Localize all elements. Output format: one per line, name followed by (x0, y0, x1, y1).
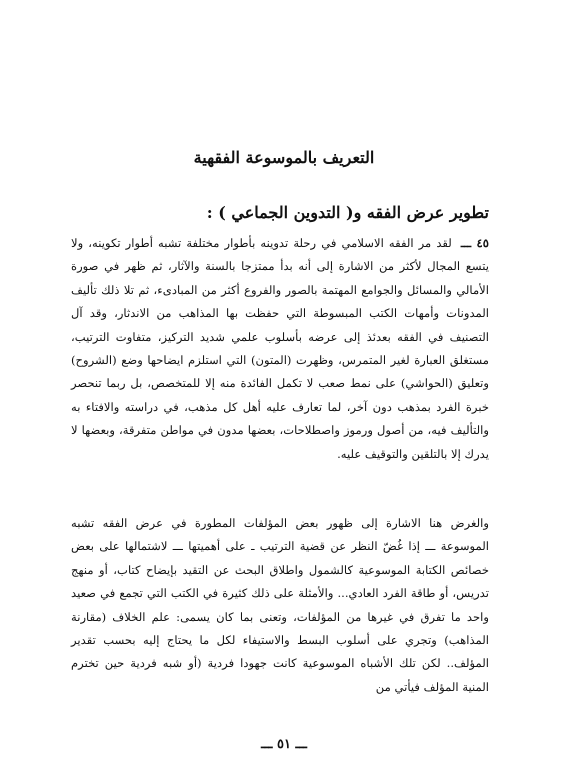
paragraph-2 (71, 512, 489, 699)
page-title: التعريف بالموسوعة الفقهية (193, 148, 375, 167)
paragraph-2-text: والغرض هنا الاشارة إلى ظهور بعض المؤلفات المطورة في عرض الفقه تشبه الموسوعة ـــ إذا غُضّ النظر عن قضية الترتيب ـ على أهميتها ـــ لاشتمالها على بعض خصائص الكتابة الموسوعية كالشمول واطلاق البحث عن التقيد بإيضاح كتاب، أو منهج تدريس، أو طاقة الفرد العادي... والأمثلة على ذلك كثيرة في الكتب التي تجمع في صعيد واحد ما تفرق في غيرها من المؤلفات، وتعنى بما كان يسمى: علم الخلاف (مقارنة المذاهب) وتجري على أسلوب البسط والاستيفاء لكل ما يحتاج إليه بحسب تقدير المؤلف.. لكن تلك الأشباه الموسوعية كانت جهودا فردية (أو شبه فردية حين تخترم المنية المؤلف فيأتي من (71, 516, 489, 694)
paragraph-1 (71, 232, 489, 466)
section-heading: تطوير عرض الفقه و( التدوين الجماعي ) : (206, 203, 489, 222)
paragraph-1-text: لقد مر الفقه الاسلامي في رحلة تدوينه بأطوار مختلفة تشبه أطوار تكوينه، ولا يتسع المجال لأكثر من الاشارة إلى أنه بدأ ممتزجا بالسنة والآثار، ثم ظهر في صورة الأمالي والمسائل والجوامع المهتمة بالصور والفروع أكثر من المبادىء، ثم تلا ذلك تأليف المدونات وأمهات الكتب المبسوطة التي حفظت بها المذاهب من الاندثار، وقد آل التصنيف في الفقه بعدئذ إلى عرضه بأسلوب علمي شديد التركيز، متفاوت الترتيب، مستغلق العبارة لغير المتمرس، وظهرت (المتون) التي استلزم ايضاحها وضع (الشروح) وتعليق (الحواشي) على نمط صعب لا تكمل الفائدة منه إلا للمتخصص، بل ربما تنحصر خبرة الفرد بمذهب دون آخر، لما تعارف عليه أهل كل مذهب، في دراسته والافتاء به والتأليف فيه، من أصول ورموز واصطلاحات، بعضها مدون في مواطن متفرقة، وبعضها لا يدرك إلا بالتلقين والتوقيف عليه. (71, 236, 489, 461)
page-number: ـــ ٥١ ـــ (261, 737, 307, 752)
paragraph-number: ٤٥ ـــ (460, 236, 489, 250)
